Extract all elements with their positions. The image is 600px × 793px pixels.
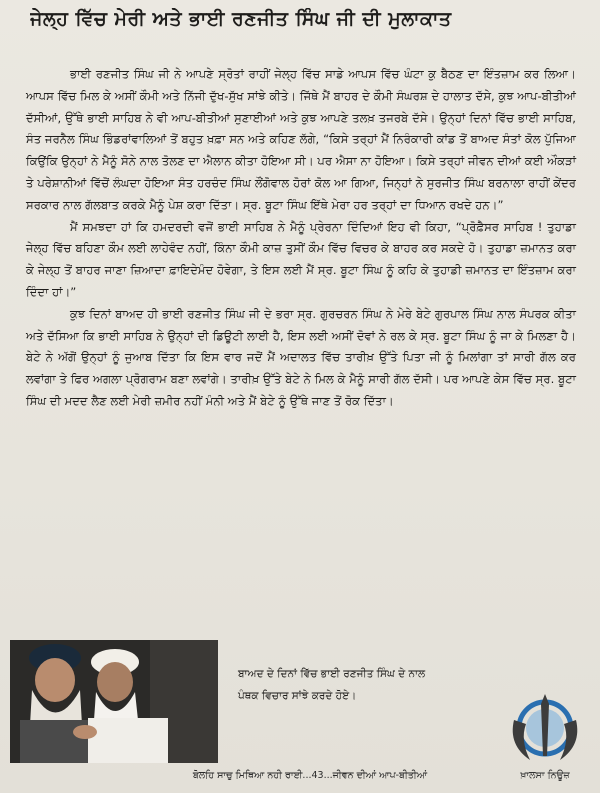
paragraph-2: ਮੈਂ ਸਮਝਦਾ ਹਾਂ ਕਿ ਹਮਦਰਦੀ ਵਜੋਂ ਭਾਈ ਸਾਹਿਬ ਨੇ ਮੈਨੂੰ ਪ੍ਰੇਰਨਾ ਦਿੰਦਿਆਂ ਇਹ ਵੀ ਕਿਹਾ, “ਪ੍ਰੋਫ਼ੈਸਰ ਸਾਹਿਬ ! ਤੁਹਾਡਾ ਜੇਲ੍ਹ ਵਿੱਚ ਬਹਿਣਾ ਕੌਮ ਲਈ ਲਾਹੇਵੰਦ ਨਹੀਂ, ਕਿੰਨਾ ਕੌਮੀ ਕਾਜ਼ ਤੁਸੀਂ ਕੌਮ ਵਿੱਚ ਵਿਚਰ ਕੇ ਬਾਹਰ ਕਰ ਸਕਦੇ ਹੋ। ਤੁਹਾਡਾ ਜ਼ਮਾਨਤ ਕਰਾ ਕੇ ਜੇਲ੍ਹ ਤੋਂ ਬਾਹਰ ਜਾਣਾ ਜ਼ਿਆਦਾ ਫ਼ਾਇਦੇਮੰਦ ਹੋਵੇਗਾ, ਤੇ ਇਸ ਲਈ ਮੈਂ ਸ੍ਰ. ਬੂਟਾ ਸਿੰਘ ਨੂੰ ਕਹਿ ਕੇ ਤੁਹਾਡੀ ਜ਼ਮਾਨਤ ਦਾ ਇੰਤਜ਼ਾਮ ਕਰਾ ਦਿੰਦਾ ਹਾਂ।” xyxy=(26,219,576,299)
body-text xyxy=(26,64,576,413)
photo xyxy=(10,640,218,763)
paragraph-1: ਭਾਈ ਰਣਜੀਤ ਸਿੰਘ ਜੀ ਨੇ ਆਪਣੇ ਸ੍ਰੋਤਾਂ ਰਾਹੀਂ ਜੇਲ੍ਹ ਵਿੱਚ ਸਾਡੇ ਆਪਸ ਵਿੱਚ ਘੰਟਾ ਕੁ ਬੈਠਣ ਦਾ ਇੰਤਜ਼ਾਮ ਕਰ ਲਿਆ। ਆਪਸ ਵਿੱਚ ਮਿਲ ਕੇ ਅਸੀਂ ਕੌਮੀ ਅਤੇ ਨਿੱਜੀ ਦੁੱਖ-ਸੁੱਖ ਸਾਂਝੇ ਕੀਤੇ। ਜਿੱਥੇ ਮੈਂ ਬਾਹਰ ਦੇ ਕੌਮੀ ਸੰਘਰਸ਼ ਦੇ ਹਾਲਾਤ ਦੱਸੇ, ਕੁਝ ਆਪ-ਬੀਤੀਆਂ ਦੱਸੀਆਂ, ਉੱਥੇ ਭਾਈ ਸਾਹਿਬ ਨੇ ਵੀ ਆਪ-ਬੀਤੀਆਂ ਸੁਣਾਈਆਂ ਅਤੇ ਕੁਝ ਆਪਣੇ ਤਲਖ਼ ਤਜਰਬੇ ਦੱਸੇ। ਉਨ੍ਹਾਂ ਦਿਨਾਂ ਵਿੱਚ ਭਾਈ ਸਾਹਿਬ, ਸੰਤ ਜਰਨੈਲ ਸਿੰਘ ਭਿੰਡਰਾਂਵਾਲਿਆਂ ਤੋਂ ਬਹੁਤ ਖ਼ਫ਼ਾ ਸਨ ਅਤੇ ਕਹਿਣ ਲੱਗੇ, “ਕਿਸੇ ਤਰ੍ਹਾਂ ਮੈਂ ਨਿਰੰਕਾਰੀ ਕਾਂਡ ਤੋਂ ਬਾਅਦ ਸੰਤਾਂ ਕੋਲ ਪੁੱਜਿਆ ਕਿਉਂਕਿ ਉਨ੍ਹਾਂ ਨੇ ਮੈਨੂੰ ਸੋਨੇ ਨਾਲ ਤੋਲਣ ਦਾ ਐਲਾਨ ਕੀਤਾ ਹੋਇਆ ਸੀ। ਪਰ ਐਸਾ ਨਾ ਹੋਇਆ। ਕਿਸੇ ਤਰ੍ਹਾਂ ਜੀਵਨ ਦੀਆਂ ਕਈ ਔਕੜਾਂ ਤੇ ਪਰੇਸ਼ਾਨੀਆਂ ਵਿੱਚੋਂ ਲੰਘਦਾ ਹੋਇਆ ਸੰਤ ਹਰਚੰਦ ਸਿੰਘ ਲੌਂਗੋਵਾਲ ਹੋਰਾਂ ਕੋਲ ਆ ਗਿਆ, ਜਿਨ੍ਹਾਂ ਨੇ ਸੁਰਜੀਤ ਸਿੰਘ ਬਰਨਾਲਾ ਰਾਹੀਂ ਕੇਂਦਰ ਸਰਕਾਰ ਨਾਲ ਗੱਲਬਾਤ ਕਰਕੇ ਮੈਨੂੰ ਪੇਸ਼ ਕਰਾ ਦਿੱਤਾ। ਸ੍ਰ. ਬੂਟਾ ਸਿੰਘ ਇੱਥੇ ਮੇਰਾ ਹਰ ਤਰ੍ਹਾਂ ਦਾ ਧਿਆਨ ਰਖਦੇ ਹਨ।” xyxy=(26,67,576,212)
logo-label: ਖ਼ਾਲਸਾ ਨਿਊਜ਼ xyxy=(520,770,570,781)
page-title: ਜੇਲ੍ਹ ਵਿੱਚ ਮੇਰੀ ਅਤੇ ਭਾਈ ਰਣਜੀਤ ਸਿੰਘ ਜੀ ਦੀ ਮੁਲਾਕਾਤ xyxy=(30,8,452,30)
caption-line-1: ਬਾਅਦ ਦੇ ਦਿਨਾਂ ਵਿੱਚ ਭਾਈ ਰਣਜੀਤ ਸਿੰਘ ਦੇ ਨਾਲ xyxy=(238,668,426,680)
photo-illustration xyxy=(10,640,218,763)
khanda-icon xyxy=(500,690,590,770)
photo-caption xyxy=(238,663,448,707)
page-footer: ਬੋਲਹਿ ਸਾਚੁ ਮਿਥਿਆ ਨਹੀ ਰਾਈ...43...ਜੀਵਨ ਦੀਆਂ ਆਪ-ਬੀਤੀਆਂ xyxy=(192,770,428,781)
paragraph-3: ਕੁਝ ਦਿਨਾਂ ਬਾਅਦ ਹੀ ਭਾਈ ਰਣਜੀਤ ਸਿੰਘ ਜੀ ਦੇ ਭਰਾ ਸ੍ਰ. ਗੁਰਚਰਨ ਸਿੰਘ ਨੇ ਮੇਰੇ ਬੇਟੇ ਗੁਰਪਾਲ ਸਿੰਘ ਨਾਲ ਸੰਪਰਕ ਕੀਤਾ ਅਤੇ ਦੱਸਿਆ ਕਿ ਭਾਈ ਸਾਹਿਬ ਨੇ ਉਨ੍ਹਾਂ ਦੀ ਡਿਊਟੀ ਲਾਈ ਹੈ, ਇਸ ਲਈ ਅਸੀਂ ਦੋਵਾਂ ਨੇ ਰਲ ਕੇ ਸ੍ਰ. ਬੂਟਾ ਸਿੰਘ ਨੂੰ ਜਾ ਕੇ ਮਿਲਣਾ ਹੈ। ਬੇਟੇ ਨੇ ਅੱਗੋਂ ਉਨ੍ਹਾਂ ਨੂੰ ਜੁਆਬ ਦਿੱਤਾ ਕਿ ਇਸ ਵਾਰ ਜਦੋਂ ਮੈਂ ਅਦਾਲਤ ਵਿੱਚ ਤਾਰੀਖ਼ ਉੱਤੇ ਪਿਤਾ ਜੀ ਨੂੰ ਮਿਲਾਂਗਾ ਤਾਂ ਸਾਰੀ ਗੱਲ ਕਰ ਲਵਾਂਗਾ ਤੇ ਫਿਰ ਅਗਲਾ ਪ੍ਰੋਗਰਾਮ ਬਣਾ ਲਵਾਂਗੇ। ਤਾਰੀਖ਼ ਉੱਤੇ ਬੇਟੇ ਨੇ ਮਿਲ ਕੇ ਮੈਨੂੰ ਸਾਰੀ ਗੱਲ ਦੱਸੀ। ਪਰ ਆਪਣੇ ਕੇਸ ਵਿੱਚ ਸ੍ਰ. ਬੂਟਾ ਸਿੰਘ ਦੀ ਮਦਦ ਲੈਣ ਲਈ ਮੇਰੀ ਜ਼ਮੀਰ ਨਹੀਂ ਮੰਨੀ ਅਤੇ ਮੈਂ ਬੇਟੇ ਨੂੰ ਉੱਥੇ ਜਾਣ ਤੋਂ ਰੋਕ ਦਿੱਤਾ। xyxy=(26,306,576,408)
caption-line-2: ਪੰਥਕ ਵਿਚਾਰ ਸਾਂਝੇ ਕਰਦੇ ਹੋਏ। xyxy=(238,690,357,702)
